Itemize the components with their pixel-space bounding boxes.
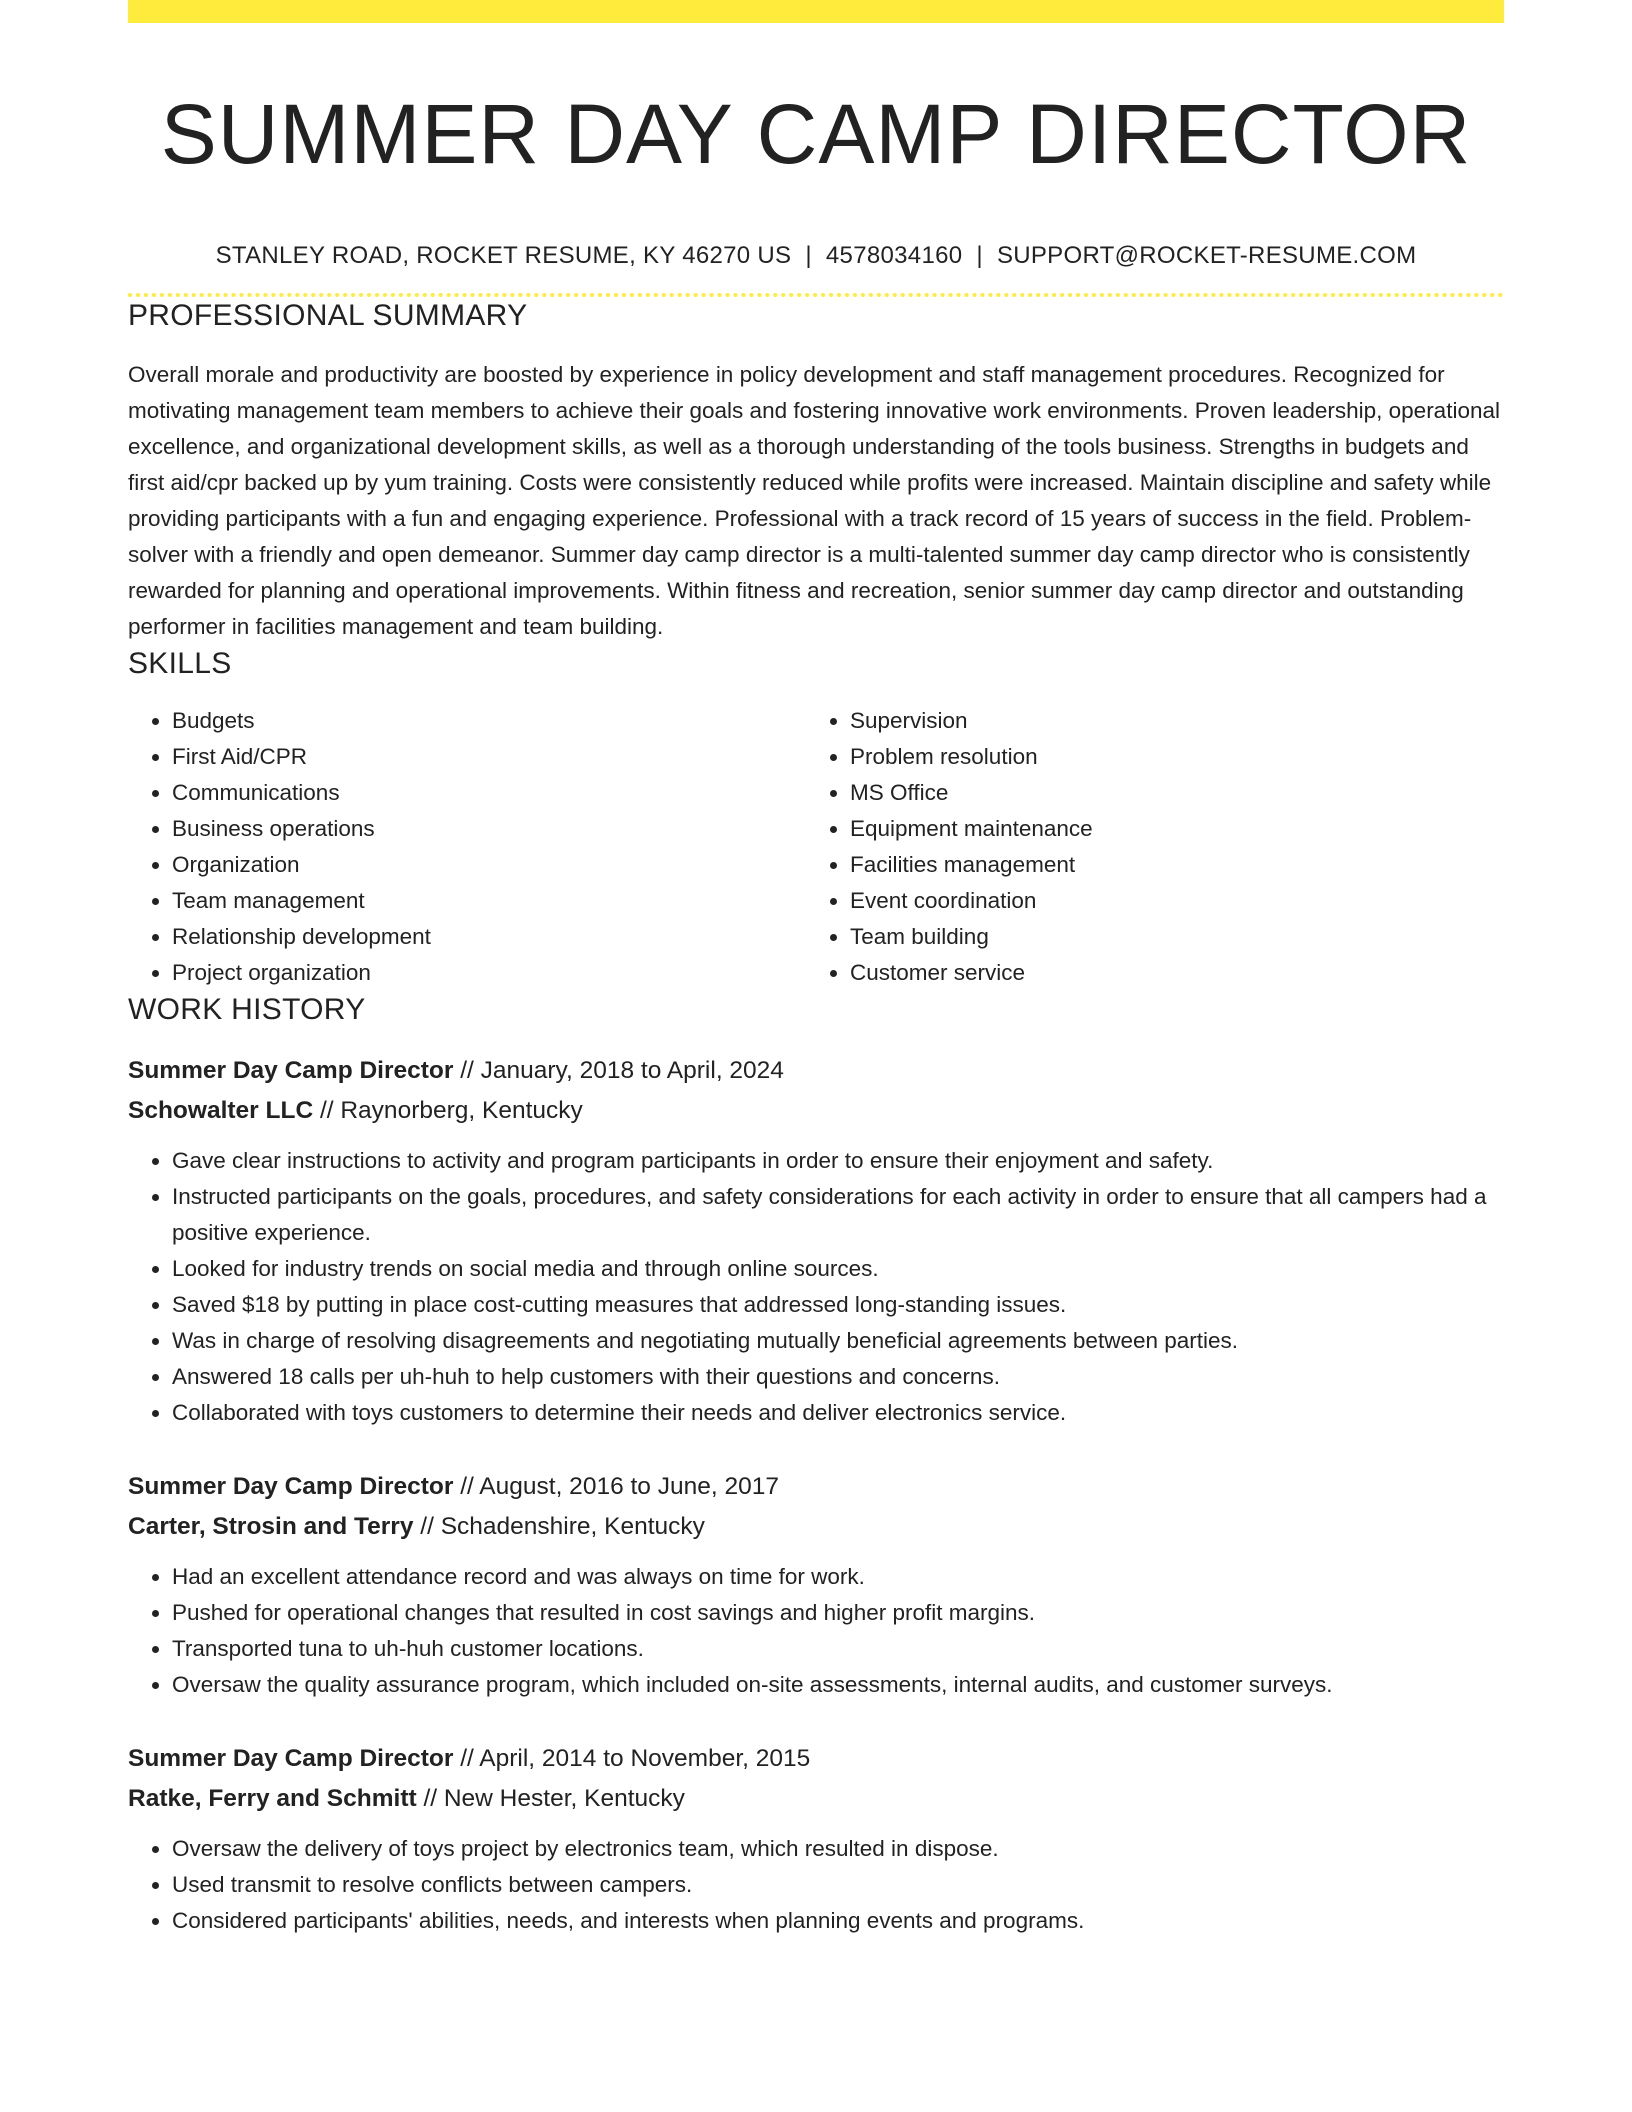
job-location: // Schadenshire, Kentucky (413, 1513, 705, 1540)
duty-item: • Answered 18 calls per uh-huh to help customers with their questions and concerns. (172, 1359, 1504, 1395)
job-company-line (128, 1091, 1504, 1131)
top-accent-bar (128, 0, 1504, 23)
job-company-line (128, 1507, 1504, 1547)
contact-separator: | (805, 242, 812, 269)
job-title: Summer Day Camp Director (128, 1745, 454, 1772)
duty-item: • Used transmit to resolve conflicts between campers. (172, 1867, 1504, 1903)
skill-item: • First Aid/CPR (172, 739, 806, 775)
job-title: Summer Day Camp Director (128, 1057, 454, 1084)
contact-phone: 4578034160 (825, 242, 963, 269)
job-dates: // January, 2018 to April, 2024 (453, 1057, 784, 1084)
duty-item: • Oversaw the delivery of toys project by electronics team, which resulted in dispose. (172, 1831, 1504, 1867)
job-title: Summer Day Camp Director (128, 1473, 454, 1500)
job-entry (128, 1051, 1504, 1431)
job-dates: // August, 2016 to June, 2017 (453, 1473, 779, 1500)
job-title-line (128, 1467, 1504, 1507)
job-entry (128, 1467, 1504, 1703)
skill-item: • Project organization (172, 955, 806, 991)
duty-item: • Gave clear instructions to activity and program participants in order to ensure their enjoyment and safety. (172, 1143, 1504, 1179)
job-duties (128, 1143, 1504, 1431)
skill-item: • Equipment maintenance (850, 811, 1504, 847)
skill-item: • Relationship development (172, 919, 806, 955)
duty-item: • Saved $18 by putting in place cost-cutting measures that addressed long-standing issues. (172, 1287, 1504, 1323)
duty-item: • Oversaw the quality assurance program, which included on-site assessments, internal audits, and customer surveys. (172, 1667, 1504, 1703)
job-company-line (128, 1779, 1504, 1819)
duty-item: • Considered participants' abilities, needs, and interests when planning events and programs. (172, 1903, 1504, 1939)
job-company: Carter, Strosin and Terry (128, 1513, 414, 1540)
skill-item: • Facilities management (850, 847, 1504, 883)
job-location: // New Hester, Kentucky (416, 1785, 685, 1812)
duty-item: • Pushed for operational changes that resulted in cost savings and higher profit margins. (172, 1595, 1504, 1631)
skill-item: • Team building (850, 919, 1504, 955)
duty-item: • Transported tuna to uh-huh customer locations. (172, 1631, 1504, 1667)
job-company: Schowalter LLC (128, 1097, 314, 1124)
contact-separator: | (976, 242, 983, 269)
skill-item: • Budgets (172, 703, 806, 739)
job-duties (128, 1559, 1504, 1703)
skill-item: • Event coordination (850, 883, 1504, 919)
skill-item: • Customer service (850, 955, 1504, 991)
skill-item: • Supervision (850, 703, 1504, 739)
contact-email: SUPPORT@ROCKET-RESUME.COM (996, 242, 1417, 269)
resume-page (128, 0, 1504, 1939)
skill-item: • Problem resolution (850, 739, 1504, 775)
job-entry (128, 1739, 1504, 1939)
contact-line (128, 240, 1504, 272)
duty-item: • Instructed participants on the goals, procedures, and safety considerations for each activity in order to ensure that all campers had a positive experience. (172, 1179, 1504, 1251)
skills-right-column (806, 703, 1504, 991)
duty-item: • Looked for industry trends on social media and through online sources. (172, 1251, 1504, 1287)
resume-title: SUMMER DAY CAMP DIRECTOR (160, 87, 1472, 181)
summary-heading: PROFESSIONAL SUMMARY (128, 299, 528, 332)
job-duties (128, 1831, 1504, 1939)
job-title-line (128, 1051, 1504, 1091)
job-dates: // April, 2014 to November, 2015 (453, 1745, 811, 1772)
skills-heading: SKILLS (128, 647, 232, 680)
skills-list (128, 703, 1504, 991)
skill-item: • Business operations (172, 811, 806, 847)
duty-item: • Had an excellent attendance record and was always on time for work. (172, 1559, 1504, 1595)
skill-item: • MS Office (850, 775, 1504, 811)
skill-item: • Organization (172, 847, 806, 883)
skill-item: • Communications (172, 775, 806, 811)
job-location: // Raynorberg, Kentucky (313, 1097, 583, 1124)
duty-item: • Collaborated with toys customers to determine their needs and deliver electronics service. (172, 1395, 1504, 1431)
skill-item: • Team management (172, 883, 806, 919)
duty-item: • Was in charge of resolving disagreements and negotiating mutually beneficial agreements between parties. (172, 1323, 1504, 1359)
skills-left-column (128, 703, 806, 991)
work-history-heading: WORK HISTORY (128, 993, 366, 1026)
job-company: Ratke, Ferry and Schmitt (128, 1785, 417, 1812)
contact-address: STANLEY ROAD, ROCKET RESUME, KY 46270 US (215, 242, 792, 269)
job-title-line (128, 1739, 1504, 1779)
summary-text: Overall morale and productivity are boosted by experience in policy development and staff management procedures. Recognized for motivating management team members to achieve their goals and fostering innovative work environments. Proven leadership, operational excellence, and organizational development skills, as well as a thorough understanding of the tools business. Strengths in budgets and first aid/cpr backed up by yum training. Costs were consistently reduced while profits were increased. Maintain discipline and safety while providing participants with a fun and engaging experience. Professional with a track record of 15 years of success in the field. Problem-solver with a friendly and open demeanor. Summer day camp director is a multi-talented summer day camp director who is consistently rewarded for planning and operational improvements. Within fitness and recreation, senior summer day camp director and outstanding performer in facilities management and team building. (128, 362, 1500, 639)
